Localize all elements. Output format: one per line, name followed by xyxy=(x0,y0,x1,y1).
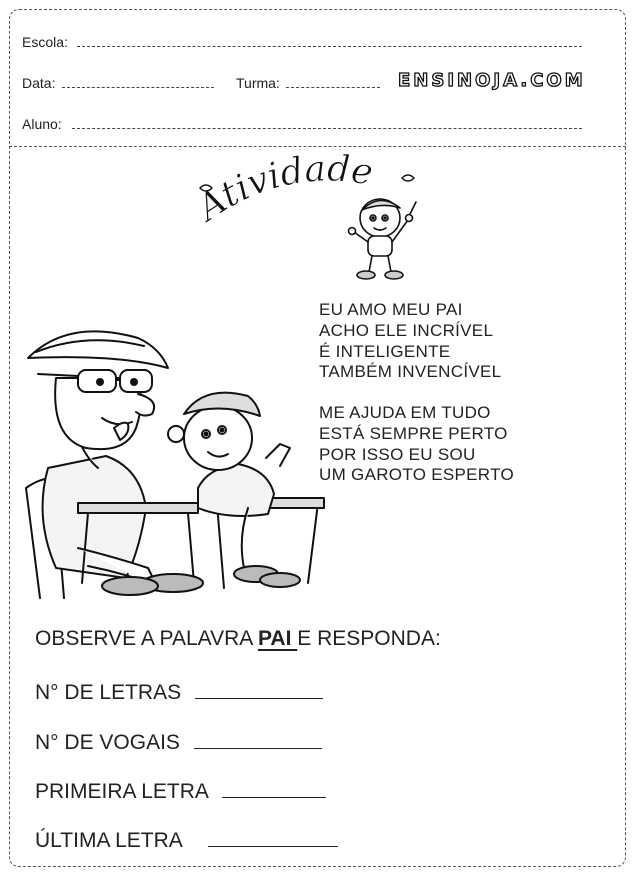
answer-field-letter-count[interactable] xyxy=(195,680,323,699)
instruction xyxy=(35,627,441,651)
student-label: Aluno: xyxy=(22,116,62,132)
instruction-after: E RESPONDA: xyxy=(297,627,441,650)
activity-title-text: Atividade xyxy=(190,150,376,230)
instruction-keyword: PAI xyxy=(257,627,298,650)
question-label: N° DE LETRAS xyxy=(35,681,182,704)
question-label: PRIMEIRA LETRA xyxy=(35,780,208,803)
poem-line: ACHO ELE INCRÍVEL xyxy=(319,320,494,340)
poem-stanza-1 xyxy=(319,300,501,383)
question-last-letter xyxy=(35,828,338,853)
poem-line: POR ISSO EU SOU xyxy=(319,444,476,464)
boy-mascot-illustration xyxy=(340,190,425,285)
question-label: ÚLTIMA LETRA xyxy=(35,829,182,852)
poem-line: ESTÁ SEMPRE PERTO xyxy=(319,423,508,443)
date-field[interactable] xyxy=(62,87,214,88)
question-vowel-count xyxy=(35,730,322,755)
answer-field-last-letter[interactable] xyxy=(208,828,338,847)
class-field[interactable] xyxy=(286,87,380,88)
question-label: N° DE VOGAIS xyxy=(35,731,180,754)
question-first-letter xyxy=(35,779,326,804)
question-letter-count xyxy=(35,680,323,705)
header-divider xyxy=(9,146,626,147)
poem-line: UM GAROTO ESPERTO xyxy=(319,465,514,485)
date-label: Data: xyxy=(22,75,56,91)
poem-line: TAMBÉM INVENCÍVEL xyxy=(319,362,502,382)
answer-field-vowel-count[interactable] xyxy=(194,730,322,749)
school-label: Escola: xyxy=(22,34,68,50)
poem-line: É INTELIGENTE xyxy=(319,341,451,361)
instruction-before: OBSERVE A PALAVRA xyxy=(35,627,258,650)
father-and-son-illustration xyxy=(18,318,330,603)
site-logo: ENSINOJA.COM xyxy=(398,70,586,91)
class-label: Turma: xyxy=(236,75,280,91)
poem-line: ME AJUDA EM TUDO xyxy=(319,403,491,422)
answer-field-first-letter[interactable] xyxy=(222,779,326,798)
poem-stanza-2 xyxy=(319,403,514,486)
student-field[interactable] xyxy=(72,128,582,129)
school-field[interactable] xyxy=(77,46,582,47)
poem-line: EU AMO MEU PAI xyxy=(319,300,463,319)
